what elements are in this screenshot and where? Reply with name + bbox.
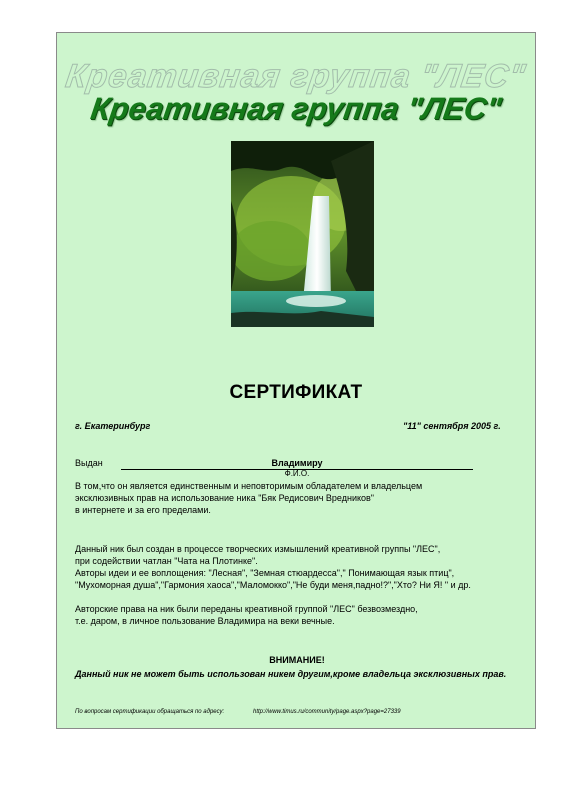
certificate-page <box>56 32 536 729</box>
paragraph-line: В том,что он является единственным и неповторимым обладателем и владельцем <box>75 481 423 491</box>
paragraph-line: "Мухоморная душа","Гармония хаоса","Маломокко","Не буди меня,падно!?","Хто? Ни Я! " и др. <box>75 580 471 590</box>
issued-label: Выдан <box>75 458 103 468</box>
paragraph-line: т.е. даром, в личное пользование Владимира на веки вечные. <box>75 616 335 626</box>
paragraph-line: Данный ник был создан в процессе творческих измышлений креативной группы "ЛЕС", <box>75 544 441 554</box>
paragraph-ownership <box>75 480 422 516</box>
paragraph-line: Авторы идеи и ее воплощения: "Лесная", "Земная стюардесса"," Понимающая язык птиц", <box>75 568 455 578</box>
waterfall-photo <box>231 141 374 327</box>
paragraph-rights <box>75 603 418 627</box>
footer-label: По вопросам сертификации обращаться по адресу: <box>75 709 225 715</box>
paragraph-line: при содействии чатлан "Чата на Плотинке". <box>75 556 258 566</box>
recipient-name: Владимиру <box>271 458 323 468</box>
issue-place: г. Екатеринбург <box>75 421 151 431</box>
paragraph-line: в интернете и за его пределами. <box>75 505 211 515</box>
issue-date: "11" сентября 2005 г. <box>403 421 501 431</box>
footer-url-link[interactable]: http://www.timus.ru/community/page.aspx?page=27339 <box>253 709 401 715</box>
warning-title: ВНИМАНИЕ! <box>269 655 325 665</box>
logo-shadow-text: Креативная группа "ЛЕС" <box>63 57 529 94</box>
warning-text: Данный ник не может быть использован никем другим,кроме владельца эксклюзивных прав. <box>75 669 507 679</box>
paragraph-authors <box>75 543 471 591</box>
logo-title: Креативная группа "ЛЕС" <box>88 91 504 126</box>
fio-caption: Ф.И.О. <box>284 469 310 478</box>
certificate-title: СЕРТИФИКАТ <box>229 382 363 403</box>
paragraph-line: Авторские права на ник были переданы креативной группой "ЛЕС" безвозмездно, <box>75 604 418 614</box>
paragraph-line: эксклюзивных прав на использование ника "Бяк Редисович Вредников" <box>75 493 374 503</box>
